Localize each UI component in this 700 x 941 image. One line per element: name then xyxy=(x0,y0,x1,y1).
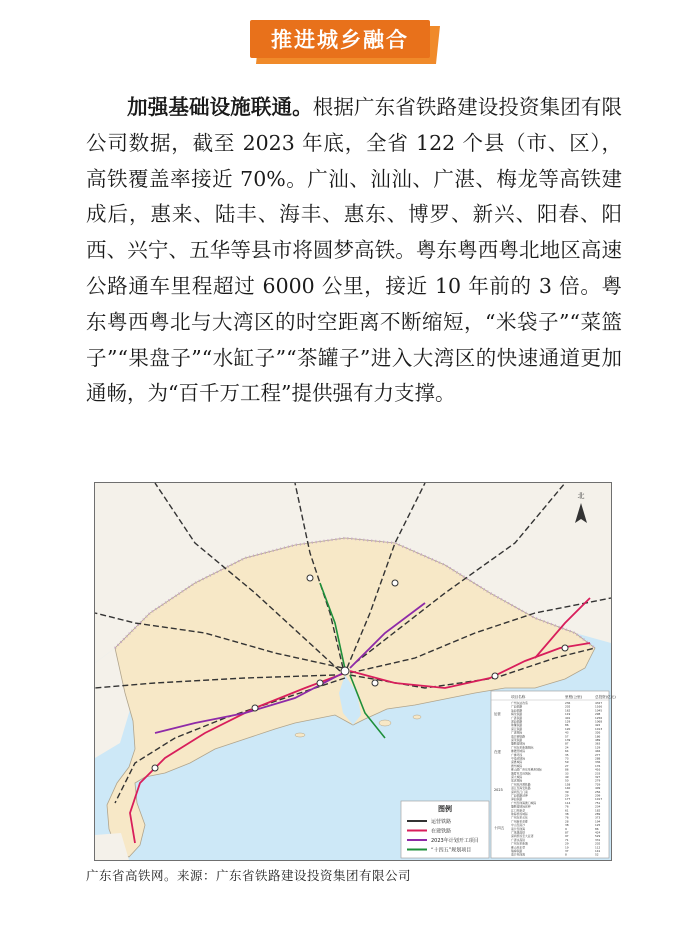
table-cell: 202 xyxy=(565,704,571,709)
table-cell: 112 xyxy=(595,845,601,850)
table-cell: 288 xyxy=(595,756,601,761)
table-cell: 汕汕铁路 xyxy=(511,708,523,713)
table-cell: 29 xyxy=(565,793,569,798)
table-cell: 326 xyxy=(595,730,601,735)
table-cell: 35 xyxy=(565,752,569,757)
article-lead: 加强基础设施联通。 xyxy=(127,95,313,119)
table-cell: 289 xyxy=(595,812,601,816)
legend-label: 2023年计划开工项目 xyxy=(431,838,479,845)
table-cell: 南沙至珠海 xyxy=(511,852,525,857)
table-cell: 76 xyxy=(565,804,569,809)
table-cell: 186 xyxy=(595,734,601,739)
table-cell: 中南虎城际 xyxy=(511,756,525,761)
table-cell: 深茂铁路 xyxy=(511,738,523,742)
table-cell: 57 xyxy=(565,734,569,739)
table-cell: 86 xyxy=(565,767,569,772)
table-cell: 广珠澳高铁 xyxy=(511,830,525,835)
table-cell: 29 xyxy=(565,841,569,846)
table-group-label: 在建 xyxy=(494,750,501,754)
table-cell: 广州东至新塘城际 xyxy=(511,745,534,750)
table-cell: 182 xyxy=(595,808,601,813)
table-cell: 529 xyxy=(595,834,601,839)
legend-label: 在建铁路 xyxy=(431,828,452,835)
table-cell: 4327 xyxy=(595,701,603,705)
legend-label: “十四五”规划项目 xyxy=(431,847,472,854)
table-cell: 277 xyxy=(595,752,601,757)
table-cell: 1045 xyxy=(595,708,603,713)
table-cell: 158 xyxy=(565,782,571,787)
table-header: 项目名称 xyxy=(511,695,526,699)
table-cell: 409 xyxy=(595,786,601,791)
table-cell: 广州至珠海澳门城际 xyxy=(511,800,537,805)
table-cell: 南沙至珠海 xyxy=(511,826,525,831)
table-cell: 424 xyxy=(595,830,601,835)
map-caption: 广东省高铁网。来源：广东省铁路建设投资集团有限公司 xyxy=(86,868,412,883)
table-cell: 327 xyxy=(595,775,601,779)
table-cell: 43 xyxy=(565,730,569,735)
table-cell: 8 xyxy=(565,852,567,857)
table-cell: 珠海机场城际 xyxy=(511,812,528,816)
table-cell: 176 xyxy=(595,763,601,768)
table-cell: 52 xyxy=(595,852,599,857)
table-cell: 深汕铁路 xyxy=(511,719,523,724)
table-cell: 73 xyxy=(565,756,569,761)
table-cell: 194 xyxy=(595,819,601,824)
table-cell: 119 xyxy=(565,712,571,717)
table-cell: 瑞梅铁路 xyxy=(511,849,523,853)
table-cell: 1017 xyxy=(595,797,603,802)
table-cell: 446 xyxy=(595,749,601,754)
table-cell: 中山至南沙 xyxy=(511,823,525,828)
table-cell: 209 xyxy=(595,793,601,798)
table-cell: 江门至新会 xyxy=(511,808,525,813)
table-cell: 729 xyxy=(595,782,601,787)
table-cell: 33 xyxy=(565,771,569,776)
table-cell: 87 xyxy=(565,830,569,835)
table-cell: 38 xyxy=(565,812,569,816)
table-cell: 深大城际 xyxy=(511,775,523,779)
table-cell: 珠肇铁路 xyxy=(511,723,523,728)
table-cell: 广州新至花都 xyxy=(511,819,528,824)
table-cell: 佛穗莞城际 xyxy=(511,749,525,754)
table-cell: 19 xyxy=(565,845,569,850)
table-cell: 422 xyxy=(595,723,601,728)
table-cell: 1166 xyxy=(595,704,603,709)
table-cell: 489 xyxy=(595,738,601,742)
table-cell: 广州东站改造 xyxy=(511,701,528,705)
table-cell: 331 xyxy=(595,837,601,842)
table-cell: 广清永高铁 xyxy=(511,837,525,842)
map-legend xyxy=(401,801,489,858)
table-cell: 惠州城际 xyxy=(511,763,523,768)
table-group-label: 十四五 xyxy=(494,826,505,830)
section-banner xyxy=(0,16,700,66)
table-cell: 64 xyxy=(565,749,569,754)
legend-title: 图例 xyxy=(438,805,452,813)
table-cell: 86 xyxy=(595,826,599,831)
island xyxy=(295,733,305,737)
table-cell: 363 xyxy=(595,741,601,746)
legend-label: 运营铁路 xyxy=(431,819,452,826)
table-cell: 177 xyxy=(565,797,571,802)
table-cell: 肇顺南城际 xyxy=(511,741,525,746)
table-cell: 234 xyxy=(595,804,601,809)
table-cell: 49 xyxy=(565,775,569,779)
table-cell: 佛山至东莞 xyxy=(511,845,525,850)
table-cell: 50 xyxy=(565,778,569,783)
table-cell: 373 xyxy=(595,815,601,820)
table-cell: 广佛环线 xyxy=(511,752,523,757)
article-paragraph xyxy=(86,90,622,412)
table-cell: 深圳至江门南 xyxy=(511,789,528,794)
table-cell: 塘厦至龙岗城际 xyxy=(511,771,531,776)
table-cell: 125 xyxy=(595,823,601,828)
island xyxy=(379,720,391,726)
table-cell: 39 xyxy=(565,789,569,794)
table-cell: 129 xyxy=(565,719,571,724)
table-cell: 湛江至海安铁路 xyxy=(511,786,531,791)
table-cell: 71 xyxy=(565,837,569,842)
table-cell: 236 xyxy=(565,701,571,705)
table-cell: 深惠城际 xyxy=(511,760,523,765)
table-cell: 广州东至新塘 xyxy=(511,841,528,846)
table-cell: 37 xyxy=(565,849,569,853)
table-group-label: 2023 xyxy=(494,788,503,792)
table-cell: 233 xyxy=(595,771,601,776)
table-cell: 97 xyxy=(565,834,569,839)
table-header: 总投资(亿元) xyxy=(595,695,616,699)
table-cell: 27 xyxy=(565,763,569,768)
table-cell: 38 xyxy=(565,823,569,828)
table-cell: 416 xyxy=(595,767,601,772)
table-cell: 279 xyxy=(595,778,601,783)
table-cell: 深江铁路 xyxy=(511,726,523,731)
table-cell: 61 xyxy=(565,808,569,813)
table-cell: 139 xyxy=(565,738,571,742)
table-cell: 1256 xyxy=(595,715,603,720)
table-cell: 256 xyxy=(595,789,601,794)
table-cell: 梅龙铁路 xyxy=(511,712,523,717)
table-cell: 常虎城际 xyxy=(511,778,523,783)
project-table xyxy=(491,691,616,858)
island xyxy=(413,715,421,719)
table-cell: 广汕铁路 xyxy=(511,704,523,709)
table-cell: 肇顺南城际延伸 xyxy=(511,804,531,809)
table-cell: 广州东至从化 xyxy=(511,815,528,820)
table-cell: 140 xyxy=(565,786,571,791)
table-group-label: 运营 xyxy=(494,712,501,716)
table-cell: 广清城际 xyxy=(511,730,523,735)
table-cell: 南沙港铁路 xyxy=(511,734,525,739)
table-cell: 佛山经广州东至惠州城际 xyxy=(511,767,542,772)
table-cell: 漳汕铁路 xyxy=(511,797,523,802)
table-cell: 141 xyxy=(595,849,601,853)
table-cell: 24 xyxy=(565,745,569,750)
table-cell: 9 xyxy=(565,826,567,831)
table-cell: 1068 xyxy=(595,719,603,724)
table-cell: 751 xyxy=(595,800,601,805)
table-cell: 59 xyxy=(565,760,569,765)
table-cell: 广州至河源铁路 xyxy=(511,782,531,787)
north-label: 北 xyxy=(577,492,585,500)
table-cell: 28 xyxy=(565,819,569,824)
table-cell: 1013 xyxy=(595,726,603,731)
table-cell: 86 xyxy=(565,723,569,728)
table-cell: 深圳机场至大亚湾 xyxy=(511,834,534,839)
railway-map xyxy=(94,482,616,861)
table-cell: 401 xyxy=(565,715,571,720)
table-cell: 202 xyxy=(595,841,601,846)
table-cell: 87 xyxy=(565,741,569,746)
table-cell: 120 xyxy=(565,726,571,731)
article-body: 根据广东省铁路建设投资集团有限公司数据，截至 2023 年底，全省 122 个县（市、区），高铁覆盖率接近 70%。广汕、汕汕、广湛、梅龙等高铁建成后，惠来、陆丰、海丰、惠东、博罗、新兴、阳春、阳西、兴宁、五华等县市将圆梦高铁。粤东粤西粤北地区高速公路通车里程超过 6000 公里，接近 10 年前的 3 倍。粤东粤西粤北与大湾区的时空距离不断缩短，“米袋子”“菜篮子”“果盘子”“水缸子”“茶罐子”进入大湾区的快速通道更加通畅，为“百千万工程”提供强有力支撑。 xyxy=(86,95,622,406)
table-cell: 76 xyxy=(565,815,569,820)
table-cell: 114 xyxy=(565,800,571,805)
table-cell: 298 xyxy=(595,712,601,717)
section-title: 推进城乡融合 xyxy=(250,20,430,58)
table-cell: 广汕铁路延伸 xyxy=(511,793,528,798)
table-cell: 129 xyxy=(595,745,601,750)
table-cell: 336 xyxy=(595,760,601,765)
table-cell: 广湛铁路 xyxy=(511,715,523,720)
table-cell: 162 xyxy=(565,708,571,713)
table-header: 里程(公里) xyxy=(565,695,583,699)
